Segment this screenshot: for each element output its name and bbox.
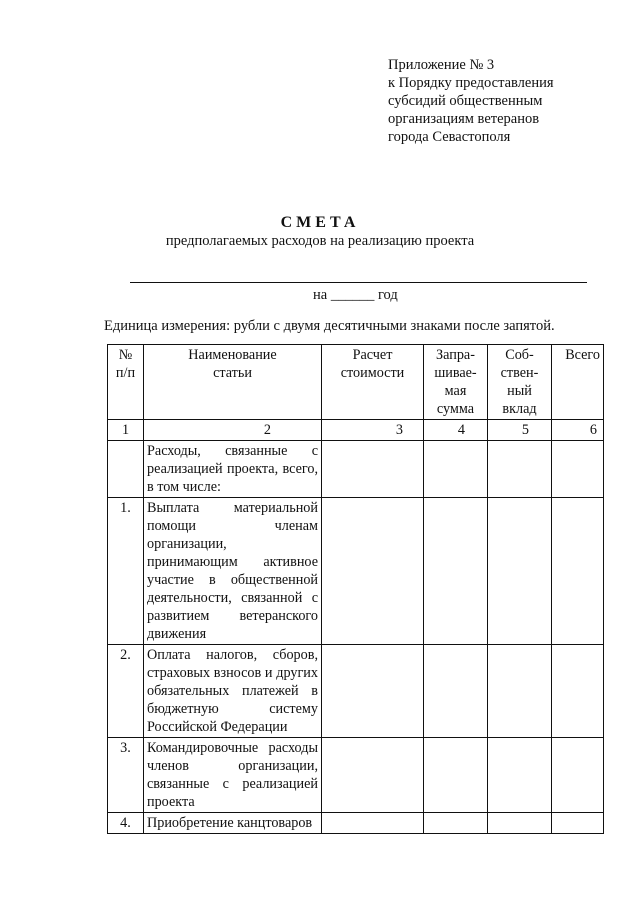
header-own-contribution bbox=[488, 345, 552, 420]
requested-sum-cell[interactable] bbox=[424, 498, 488, 645]
total-cell[interactable] bbox=[552, 813, 604, 834]
appendix-line: города Севастополя bbox=[388, 129, 511, 145]
appendix-line: субсидий общественным bbox=[388, 93, 543, 109]
own-contribution-cell[interactable] bbox=[488, 813, 552, 834]
requested-sum-cell[interactable] bbox=[424, 645, 488, 738]
table-row bbox=[108, 813, 604, 834]
requested-sum-cell[interactable] bbox=[424, 813, 488, 834]
cost-calc-cell[interactable] bbox=[322, 738, 424, 813]
row-item-name: Оплата налогов, сборов, страховых взносов и других обязательных платежей в бюджетную систему Российской Федерации bbox=[144, 645, 322, 738]
column-number: 4 bbox=[424, 420, 488, 441]
header-item-name bbox=[144, 345, 322, 420]
row-number bbox=[108, 441, 144, 498]
header-line: № bbox=[118, 347, 133, 363]
document-title: СМЕТА bbox=[280, 214, 360, 231]
header-line: Расчет bbox=[352, 347, 393, 363]
total-cell[interactable] bbox=[552, 645, 604, 738]
row-number: 4. bbox=[108, 813, 144, 834]
cost-calc-cell[interactable] bbox=[322, 498, 424, 645]
appendix-block bbox=[388, 56, 554, 146]
header-line: Запра- bbox=[436, 347, 475, 363]
header-line: статьи bbox=[213, 365, 252, 381]
requested-sum-cell[interactable] bbox=[424, 738, 488, 813]
units-note: Единица измерения: рубли с двумя десятичными знаками после запятой. bbox=[104, 318, 555, 334]
estimate-table bbox=[107, 344, 604, 834]
total-cell[interactable] bbox=[552, 498, 604, 645]
header-line: Наименование bbox=[188, 347, 277, 363]
row-number: 2. bbox=[108, 645, 144, 738]
header-number bbox=[108, 345, 144, 420]
row-item-name: Приобретение канцтоваров bbox=[144, 813, 322, 834]
table-row bbox=[108, 738, 604, 813]
header-line: сумма bbox=[436, 401, 475, 417]
own-contribution-cell[interactable] bbox=[488, 498, 552, 645]
header-line: Всего bbox=[565, 347, 600, 363]
header-line: стоимости bbox=[340, 365, 405, 381]
total-cell[interactable] bbox=[552, 738, 604, 813]
row-number: 3. bbox=[108, 738, 144, 813]
total-cell[interactable] bbox=[552, 441, 604, 498]
header-line: вклад bbox=[502, 401, 537, 417]
cost-calc-cell[interactable] bbox=[322, 441, 424, 498]
own-contribution-cell[interactable] bbox=[488, 441, 552, 498]
header-line: мая bbox=[444, 383, 467, 399]
table-row bbox=[108, 441, 604, 498]
table-row bbox=[108, 498, 604, 645]
header-line: шивае- bbox=[434, 365, 477, 381]
appendix-line: к Порядку предоставления bbox=[388, 75, 554, 91]
year-line: на ______ год bbox=[313, 287, 398, 303]
appendix-line: Приложение № 3 bbox=[388, 57, 495, 73]
column-number: 6 bbox=[552, 420, 604, 441]
column-number-row bbox=[108, 420, 604, 441]
column-number: 5 bbox=[488, 420, 552, 441]
header-line: ствен- bbox=[500, 365, 539, 381]
table-header-row bbox=[108, 345, 604, 420]
cost-calc-cell[interactable] bbox=[322, 813, 424, 834]
header-line: Соб- bbox=[505, 347, 534, 363]
project-name-blank-line bbox=[130, 282, 587, 283]
header-line: п/п bbox=[115, 365, 136, 381]
row-number: 1. bbox=[108, 498, 144, 645]
table-row bbox=[108, 645, 604, 738]
document-subtitle: предполагаемых расходов на реализацию проекта bbox=[165, 233, 475, 249]
header-cost-calc bbox=[322, 345, 424, 420]
column-number: 2 bbox=[144, 420, 322, 441]
requested-sum-cell[interactable] bbox=[424, 441, 488, 498]
row-item-name: Командировочные расходы членов организации, связанные с реализацией проекта bbox=[144, 738, 322, 813]
header-line: ный bbox=[507, 383, 532, 399]
cost-calc-cell[interactable] bbox=[322, 645, 424, 738]
own-contribution-cell[interactable] bbox=[488, 645, 552, 738]
row-item-name: Выплата материальной помощи членам организации, принимающим активное участие в общественной деятельности, связанной с развитием ветеранского движения bbox=[144, 498, 322, 645]
own-contribution-cell[interactable] bbox=[488, 738, 552, 813]
row-item-name: Расходы, связанные с реализацией проекта, всего, в том числе: bbox=[144, 441, 322, 498]
header-total bbox=[552, 345, 604, 420]
appendix-line: организациям ветеранов bbox=[388, 111, 540, 127]
column-number: 1 bbox=[108, 420, 144, 441]
column-number: 3 bbox=[322, 420, 424, 441]
header-requested-sum bbox=[424, 345, 488, 420]
